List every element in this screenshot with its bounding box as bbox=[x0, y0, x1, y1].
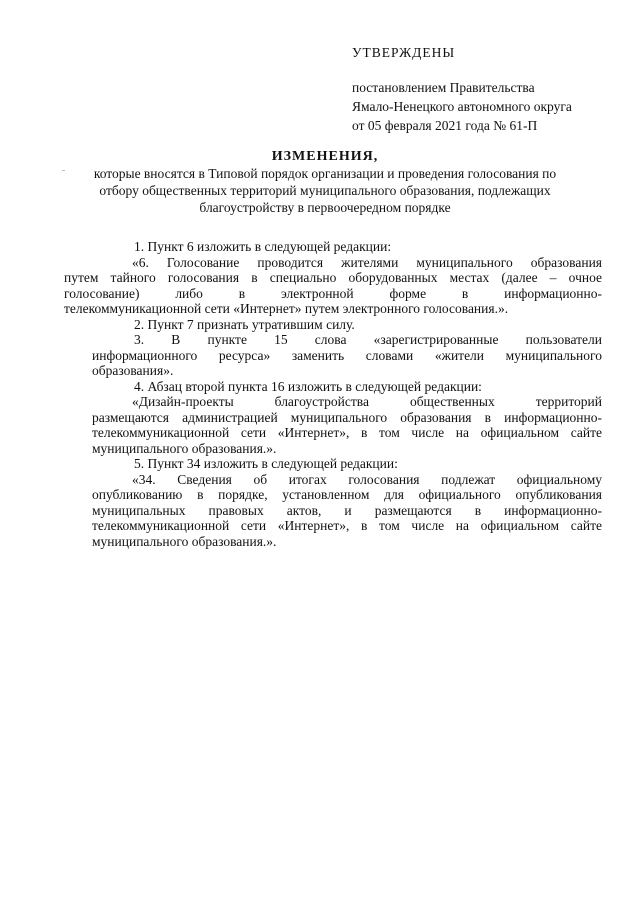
item-1-quote-line-2: путем тайного голосования в специально оборудованных местах (далее – очное bbox=[64, 270, 602, 285]
item-1-quote-line-4: телекоммуникационной сети «Интернет» путем электронного голосования.». bbox=[64, 301, 509, 316]
approval-heading: УТВЕРЖДЕНЫ bbox=[352, 45, 456, 60]
item-4-quote-line-3: телекоммуникационной сети «Интернет», в том числе на официальном сайте bbox=[92, 425, 602, 440]
document-subtitle-line-1: которые вносятся в Типовой порядок организации и проведения голосования по bbox=[93, 166, 557, 181]
item-5-quote-line-1: «34. Сведения об итогах голосования подлежат официальному bbox=[132, 471, 602, 487]
approval-line-2: Ямало-Ненецкого автономного округа bbox=[352, 99, 572, 114]
item-5-quote-line-5: муниципального образования.». bbox=[92, 533, 277, 549]
item-5-quote-line-4: телекоммуникационной сети «Интернет», в том числе на официальном сайте bbox=[92, 518, 602, 533]
document-body bbox=[64, 239, 602, 549]
item-2-text: 2. Пункт 7 признать утратившим силу. bbox=[134, 316, 355, 332]
item-1-quote bbox=[64, 254, 602, 317]
item-5-text: 5. Пункт 34 изложить в следующей редакции: bbox=[134, 456, 398, 471]
item-3-line-1: 3. В пункте 15 слова «зарегистрированные пользователи bbox=[134, 332, 602, 347]
document-subtitle-line-2: отбору общественных территорий муниципального образования, подлежащих bbox=[99, 183, 551, 198]
item-1-quote-line-1: «6. Голосование проводится жителями муниципального образования bbox=[132, 254, 602, 270]
item-4-text: 4. Абзац второй пункта 16 изложить в следующей редакции: bbox=[134, 378, 482, 394]
item-5-quote-line-2: опубликованию в порядке, установленном для официального опубликования bbox=[92, 487, 602, 502]
document-subtitle-line-3: благоустройству в первоочередном порядке bbox=[199, 200, 451, 215]
item-3-line-2: информационного ресурса» заменить словами «жители муниципального bbox=[92, 347, 602, 363]
document-title: ИЗМЕНЕНИЯ, bbox=[271, 149, 379, 164]
item-4-quote-line-2: размещаются администрацией муниципального образования в информационно- bbox=[92, 409, 602, 425]
item-4-quote-line-4: муниципального образования.». bbox=[92, 440, 277, 456]
document-title-block bbox=[40, 148, 610, 216]
item-3-text bbox=[92, 332, 602, 379]
item-3-line-3: образования». bbox=[92, 363, 174, 378]
item-4-quote bbox=[92, 394, 602, 456]
item-1-quote-line-3: голосование) либо в электронной форме в информационно- bbox=[64, 285, 602, 301]
item-5-quote bbox=[92, 472, 602, 550]
item-4-quote-line-1: «Дизайн-проекты благоустройства общественных территорий bbox=[132, 394, 602, 409]
approval-block bbox=[352, 43, 622, 135]
approval-line-3: от 05 февраля 2021 года № 61-П bbox=[352, 118, 538, 133]
approval-line-1: постановлением Правительства bbox=[352, 80, 535, 95]
item-5-quote-line-3: муниципальных правовых актов, и размещаются в информационно- bbox=[92, 502, 602, 518]
item-1-text: 1. Пункт 6 изложить в следующей редакции: bbox=[134, 239, 392, 254]
